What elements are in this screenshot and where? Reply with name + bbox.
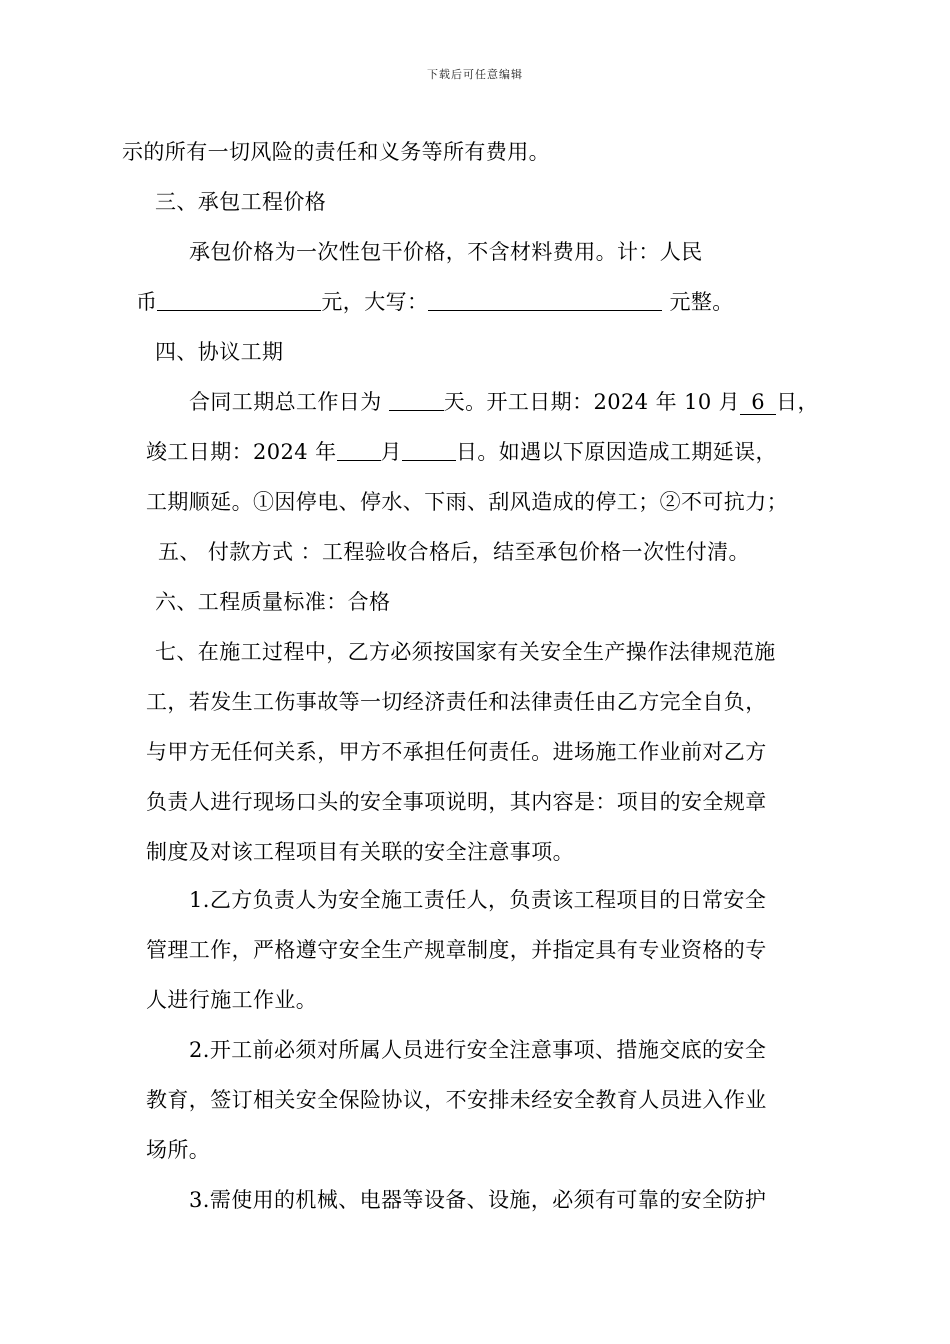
paragraph-line: 示的所有一切风险的责任和义务等所有费用。	[122, 140, 550, 164]
page-header: 下载后可任意编辑	[427, 68, 523, 81]
price-number-blank[interactable]	[157, 288, 321, 311]
start-day-value[interactable]: 6	[740, 390, 776, 415]
list-item-1: 1.乙方负责人为安全施工责任人，负责该工程项目的日常安全	[189, 888, 767, 912]
price-capital-blank[interactable]	[428, 288, 662, 311]
paragraph-line: 场所。	[146, 1138, 211, 1162]
section-heading-3: 三、承包工程价格	[155, 190, 327, 214]
paragraph-line: 负责人进行现场口头的安全事项说明，其内容是：项目的安全规章	[146, 790, 767, 814]
list-item-2: 2.开工前必须对所属人员进行安全注意事项、措施交底的安全	[189, 1038, 767, 1062]
list-item-3: 3.需使用的机械、电器等设备、设施，必须有可靠的安全防护	[189, 1188, 767, 1212]
duration-days-blank[interactable]	[389, 388, 444, 411]
price-line	[136, 288, 734, 316]
section-heading-5: 五、 付款方式 ：工程验收合格后，结至承包价格一次性付清。	[158, 540, 750, 564]
price-prefix: 币	[136, 290, 158, 314]
price-suffix: 元整。	[662, 290, 734, 314]
month-label: 月	[380, 440, 402, 464]
completion-line	[146, 438, 777, 466]
start-date-suffix: 日，	[776, 390, 819, 414]
price-capital-label: 元，大写：	[321, 290, 429, 314]
completion-day-blank[interactable]	[402, 438, 456, 461]
section-heading-7: 七、在施工过程中，乙方必须按国家有关安全生产操作法律规范施	[155, 640, 776, 664]
start-date-label: 天。开工日期：2024 年 10 月	[443, 390, 741, 414]
duration-label: 合同工期总工作日为	[189, 390, 389, 414]
duration-line	[189, 388, 819, 416]
section-heading-6: 六、工程质量标准：合格	[155, 590, 391, 614]
paragraph-line: 教育，签订相关安全保险协议，不安排未经安全教育人员进入作业	[146, 1088, 767, 1112]
paragraph-line: 制度及对该工程项目有关联的安全注意事项。	[146, 840, 574, 864]
paragraph-line: 承包价格为一次性包干价格，不含材料费用。计：人民	[189, 240, 703, 264]
paragraph-line: 与甲方无任何关系，甲方不承担任何责任。进场施工作业前对乙方	[146, 740, 767, 764]
completion-label: 竣工日期：2024 年	[146, 440, 337, 464]
section-heading-4: 四、协议工期	[155, 340, 284, 364]
paragraph-line: 工期顺延。①因停电、停水、下雨、刮风造成的停工；②不可抗力；	[146, 490, 788, 514]
completion-month-blank[interactable]	[337, 438, 381, 461]
paragraph-line: 工，若发生工伤事故等一切经济责任和法律责任由乙方完全自负，	[146, 690, 767, 714]
completion-suffix: 日。如遇以下原因造成工期延误，	[455, 440, 777, 464]
paragraph-line: 人进行施工作业。	[146, 988, 318, 1012]
paragraph-line: 管理工作，严格遵守安全生产规章制度，并指定具有专业资格的专	[146, 938, 767, 962]
